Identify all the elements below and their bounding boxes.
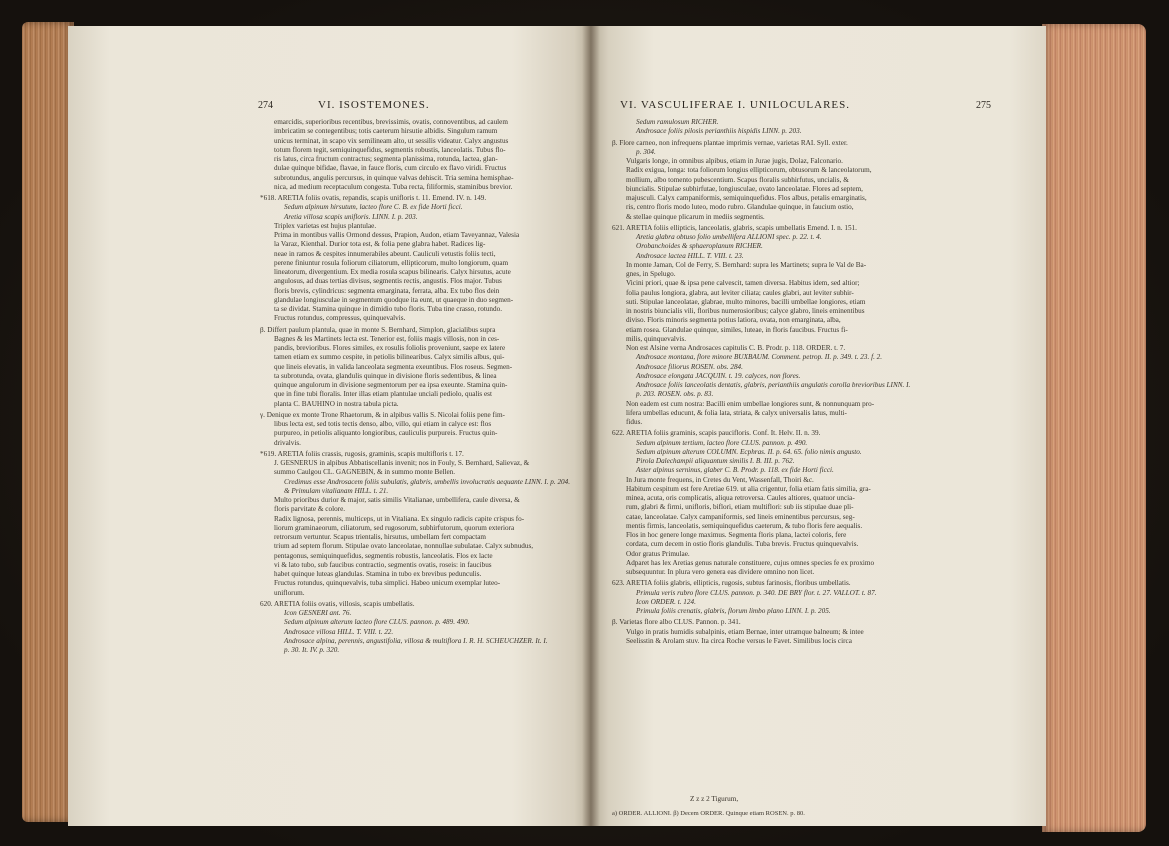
text-line: purpureo, in petiolis aliquanto longioribus, cauliculis purpureis. Fructus quin- bbox=[274, 429, 498, 438]
text-line: Androsace foliis lanceolatis dentatis, glabris, perianthiis angulatis corolla brevioribus LINN. I. bbox=[636, 381, 911, 389]
text-line: Non est Alsine verna Androsaces capitulis C. B. Prodr. p. 118. ORDER. t. 7. bbox=[626, 344, 846, 352]
text-line: emarcidis, superioribus recentibus, brevissimis, ovatis, connoventibus, ad caulem bbox=[274, 118, 508, 126]
text-line: Primula foliis crenatis, glabris, florum limbo plano LINN. I. p. 205. bbox=[636, 607, 831, 615]
text-line: summo Caulgou CL. GAGNEBIN, & in summo monte Bellen. bbox=[274, 468, 456, 477]
text-line: Fructus rotundus, quinquevalvis, tuba simplici. Habeo unicum exemplar luteo- bbox=[274, 579, 501, 588]
text-line: & stellae quinque plicarum in mediis segmentis. bbox=[626, 212, 765, 221]
text-line: folia paulus longiora, glabra, aut leviter ciliata; caules glabri, aut leviter subhir- bbox=[626, 288, 854, 297]
text-line: Non eadem est cum nostra: Bacilli enim umbellae longiores sunt, & nonnunquam pro- bbox=[626, 399, 875, 408]
text-line: Icon GESNERI ant. 76. bbox=[284, 609, 352, 617]
text-line: cordata, cum decem in ostio floris glandulis. Tuba brevis. Fructus quinquevalvis. bbox=[626, 540, 859, 549]
text-line: pandis, brevioribus. Flores similes, ex rosulis foliolis proveniunt, saepe ex latere bbox=[274, 344, 506, 352]
text-line: β. Flore carneo, non infrequens plantae imprimis vernae, varietas RAI. Syll. exter. bbox=[612, 138, 848, 147]
text-line: Androsace montana, flore minore BUXBAUM. Comment. petrop. II. p. 349. t. 23. f. 2. bbox=[636, 353, 883, 362]
text-line: rum, glabri & firmi, unifloris, biflori, etiam multiflori: sub iis stipulae duae pli- bbox=[626, 503, 854, 512]
text-line: Aretia glabra obtuso folio umbellifera ALLIONI spec. p. 22. t. 4. bbox=[636, 233, 822, 241]
text-line: γ. Denique ex monte Trone Rhaetorum, & in alpibus vallis S. Nicolai foliis pene fim- bbox=[260, 410, 505, 419]
text-line: floris parvitate & colore. bbox=[274, 505, 346, 514]
text-line: Seelisstin & Arolam stuv. Ita circa Roche versus le Favet. Similibus locis circa bbox=[626, 636, 852, 645]
text-line: la Varaz, Kienthal. Durior tota est, & folia pene glabra habet. Radices lig- bbox=[274, 240, 486, 249]
text-line: glandulae longiusculae in segmentum quodque ita eunt, ut quaeque in duo segmen- bbox=[274, 295, 514, 304]
book-fore-edge-left bbox=[22, 22, 74, 822]
text-line: ris latus, circa fructum contractus; segmenta planissima, rotunda, lactea, glan- bbox=[274, 155, 498, 163]
text-line: quinque angulorum in divisione segmentorum per ea ipsa exeunte. Stamina quin- bbox=[274, 381, 508, 389]
text-line: Credimus esse Androsacem foliis subulatis, glabris, umbellis involucratis aequante LINN. I. p. 204. bbox=[284, 477, 571, 486]
text-line: planta C. BAUHINO in nostra tabula picta. bbox=[274, 399, 399, 408]
text-line: ta se dividat. Stamina quinque in dimidio tubo floris. Tuba tine crasso, rotundo. bbox=[274, 305, 502, 313]
text-line: Bagnes & les Martinets lecta est. Tenerior est, foliis magis villosis, non in ces- bbox=[274, 334, 500, 343]
text-line: ta subrotunda, ovata, glandulis quinque in divisione floris sedentibus, & linea bbox=[274, 371, 497, 380]
text-line: Adparet has lex Aretias genus naturale constituere, cujus omnes species fe ex proximo bbox=[626, 558, 875, 567]
left-page-number: 274 bbox=[258, 100, 273, 111]
text-line: *619. ARETIA foliis crassis, rugosis, graminis, scapis multifloris t. 17. bbox=[260, 449, 464, 458]
text-line: etiam rosea. Glandulae quinque, similes, luteae, in floris faucibus. Fructus fi- bbox=[626, 325, 848, 334]
book-gutter bbox=[582, 26, 600, 826]
text-line: mollium, albo tomento pubescentium. Scapus floralis subhirfutus, uncialis, & bbox=[626, 175, 849, 184]
text-line: 621. ARETIA foliis ellipticis, lanceolatis, glabris, scapis umbellatis Emend. I. n. 151. bbox=[612, 223, 857, 232]
text-line: p. 30. It. IV. p. 320. bbox=[284, 646, 340, 654]
catchword: Z z z 2 Tigurum, bbox=[690, 795, 739, 803]
text-line: suti. Stipulae lanceolatae, glabrae, multo minores, bacilli umbellae longiores, etiam bbox=[626, 297, 866, 306]
right-page-number: 275 bbox=[976, 100, 991, 111]
text-line: Pirola Dalechampii aliquantum similis I. B. III. p. 762. bbox=[636, 457, 795, 465]
text-line: retrorsum vertuntur. Scapus trientalis, hirsutus, umbellam fert compactam bbox=[274, 533, 486, 541]
text-line: floris brevis, cylindricus: segmenta emarginata, ferrata, alba. Ex tubo flos dein bbox=[274, 286, 500, 295]
text-line: biuncialis. Stipulae subhirfutae, longiusculae, ovato lanceolatae. Flores ad septem, bbox=[626, 184, 863, 193]
text-line: in nostris biuncialis vili, floribus numerosioribus; calyce glabro, lineis eminentibus bbox=[626, 307, 865, 315]
text-line: Androsace foliis pilosis perianthiis hispidis LINN. p. 203. bbox=[636, 127, 802, 136]
text-line: Androsace filiorus ROSEN. obs. 284. bbox=[636, 362, 743, 371]
text-line: que lineis elevatis, in valida lanceolata segmenta exeuntibus. Flos roseus. Segmen- bbox=[274, 362, 513, 371]
text-line: *618. ARETIA foliis ovatis, repandis, scapis unifloris t. 11. Emend. IV. n. 149. bbox=[260, 194, 487, 202]
text-line: Androsace villosa HILL. T. VIII. t. 22. bbox=[284, 627, 394, 636]
text-line: Sedum alpinum hirsutum, lacteo flore C. B. ex fide Horti ficci. bbox=[284, 203, 463, 212]
text-line: neae in ramos & cespites innumerabiles abeunt. Cauliculi vetustis foliis tecti, bbox=[274, 249, 496, 258]
text-line: imbricatim se contegentibus; totis caeterum hirsutie albidis. Singulum ramum bbox=[274, 127, 498, 136]
right-page-body bbox=[612, 118, 1040, 790]
text-line: Radix exigua, longa: tota foliorum longius ellipticorum, obtusorum & lanceolatorum, bbox=[626, 166, 872, 175]
text-line: trium ad septem florum. Stipulae ovato lanceolatae, nonnullae subulatae. Calyx subnudus, bbox=[274, 542, 534, 551]
text-line: que in fine tubi floralis. Inter illas etiam plantulae unciali pediolo, qualis est bbox=[274, 390, 492, 399]
text-line: uniflorum. bbox=[274, 588, 305, 597]
text-line: minea, acuta, oris complicatis, aliqua retroversa. Caules altiores, quatuor uncia- bbox=[626, 494, 855, 502]
text-line: lineatorum, divergentium. Ex media rosula scapus bilinearis. Calyx hirsutus, acute bbox=[274, 268, 511, 276]
text-line: Triplex varietas est hujus plantulae. bbox=[274, 221, 377, 230]
text-line: Flos in hoc genere longe maximus. Segmenta floris plana, lactei coloris, fere bbox=[626, 531, 847, 539]
text-line: totum florem tegit, semiquinquefidus, segmentis robustis, lanceolatis. Tubus flo- bbox=[274, 145, 506, 154]
text-line: 622. ARETIA foliis graminis, scapis paucifloris. Conf. It. Helv. II. n. 39. bbox=[612, 429, 821, 438]
text-line: habet quinque luteas glandulas. Stamina in tubo ex brevibus pedunculis. bbox=[274, 570, 482, 578]
text-line: diviso. Floris minoris segmenta potius latiora, ovata, non emarginata, alba, bbox=[626, 316, 841, 325]
text-line: Sedum alpinum tertium, lacteo flore CLUS. pannon. p. 490. bbox=[636, 438, 808, 447]
text-line: Habitum cespitum est fere Aretiae 619. ut alia crigentur, folia etiam fatis similia, gra- bbox=[626, 484, 871, 493]
text-line: tamen etiam ex summo cespite, in petiolis bilinearibus. Calyx similis albus, qui- bbox=[274, 353, 505, 362]
right-page-header: VI. VASCULIFERAE I. UNILOCULARES. bbox=[620, 99, 850, 111]
text-line: Sedum alpinum alterum lacteo flore CLUS. pannon. p. 489. 490. bbox=[284, 618, 470, 627]
text-line: Aster alpinus serninus, glaber C. B. Prodr. p. 118. ex fide Horti ficci. bbox=[636, 466, 834, 475]
text-line: Fructus rotundus, compressus, quinquevalvis. bbox=[274, 314, 406, 323]
book-fore-edge-right bbox=[1042, 24, 1146, 832]
text-line: perene finiuntur rosula foliorum ciliatorum, ellipticorum, multo longiorum, quam bbox=[274, 258, 509, 267]
text-line: fidus. bbox=[626, 418, 643, 426]
text-line: libus lecta est, sed totis tectis denso, albo, villo, qui etiam in calyce est: flos bbox=[274, 420, 492, 428]
text-line: Androsace elongata JACQUIN. t. 19. calyces, non flores. bbox=[636, 371, 801, 380]
text-line: p. 304. bbox=[636, 147, 656, 156]
text-line: vi & lato tubo, sub faucibus contractio, segmentis ovatis, roseis: in faucibus bbox=[274, 560, 492, 569]
text-line: In monte Jaman, Col de Ferry, S. Bernhard: supra les Martinets; supra le Val de Ba- bbox=[626, 260, 867, 269]
text-line: Sedum alpinum alterum COLUMN. Ecphras. II. p. 64. 65. folio nimis angusto. bbox=[636, 447, 862, 456]
text-line: Primula veris rubro flore CLUS. pannon. p. 340. DE BRY flor. t. 27. VALLOT. t. 87. bbox=[636, 588, 877, 597]
text-line: Odor gratus Primulae. bbox=[626, 549, 690, 558]
text-line: Multo prioribus durior & major, satis similis Vitalianae, umbellifera, caule diversa, & bbox=[274, 496, 520, 504]
footnotes: a) ORDER. ALLIONI. β) Decem ORDER. Quinque etiam ROSEN. p. 80. bbox=[612, 810, 805, 817]
text-line: β. Varietas flore albo CLUS. Pannon. p. 341. bbox=[612, 618, 741, 627]
text-line: & Primulam vitalianam HILL. t. 21. bbox=[284, 486, 389, 495]
text-line: gnes, in Spelugo. bbox=[626, 270, 676, 278]
text-line: Sedum ramulosum RICHER. bbox=[636, 118, 719, 126]
text-line: Androsace alpina, perennis, angustifolia, villosa & multiflora I. R. H. SCHEUCHZER. It. I. bbox=[284, 636, 548, 645]
left-page-body bbox=[260, 118, 585, 783]
text-line: angulosus, ad duas tertias divisus, segmentis rectis, angustis. Flos major. Tubus bbox=[274, 277, 502, 286]
text-line: milis, quinquevalvis. bbox=[626, 334, 687, 343]
text-line: lifera umbellas educunt, & folia lata, striata, & calyx universalis latus, multi- bbox=[626, 408, 847, 417]
text-line: β. Differt paulum plantula, quae in monte S. Bernhard, Simplon, glacialibus supra bbox=[260, 325, 496, 334]
text-line: Vulgaris longe, in omnibus alpibus, etiam in Jurae jugis, Dolaz, Falconario. bbox=[626, 157, 843, 165]
text-line: Radix lignosa, perennis, multiceps, ut in Vitaliana. Ex singulo radicis capite crispus fo- bbox=[274, 514, 525, 523]
left-page bbox=[68, 26, 590, 826]
text-line: p. 203. ROSEN. obs. p. 83. bbox=[636, 390, 714, 399]
text-line: Orobanchoides & sphaeroplanum RICHER. bbox=[636, 242, 763, 251]
text-line: catae, lanceolatae. Calyx campaniformis, sed lineis eminentibus percursus, seg- bbox=[626, 512, 855, 521]
text-line: subsequuntur. In plura vero genera eas dividere omnino non licet. bbox=[626, 568, 815, 576]
text-line: nica, ad medium receptaculum congesta. Tuba recta, filiformis, staminibus brevior. bbox=[274, 182, 513, 191]
text-line: ris, centro floris modo luteo, modo rubro. Glandulae quinque, in faucium ostio, bbox=[626, 203, 854, 212]
text-line: unicus terminat, in scapo vix semilineam alto, ut sessilis videatur. Calyx angustus bbox=[274, 136, 509, 145]
text-line: drivalvis. bbox=[274, 438, 301, 447]
text-line: Androsace lactea HILL. T. VIII. t. 23. bbox=[636, 251, 744, 260]
text-line: Vulgo in pratis humidis subalpinis, etiam Bernae, inter utramque balneum; & intee bbox=[626, 627, 864, 636]
left-page-header: VI. ISOSTEMONES. bbox=[318, 99, 430, 111]
text-line: Vicini priori, quae & ipsa pene calvescit, tamen diversa. Habitus idem, sed altior; bbox=[626, 279, 860, 288]
text-line: liorum graminaeorum, ciliatorum, sed rugosorum, subhirfutorum, quorum exteriora bbox=[274, 523, 515, 532]
text-line: Icon ORDER. t. 124. bbox=[636, 597, 696, 606]
text-line: J. GESNERUS in alpibus Abbatiscellanis invenit; nos in Fouly, S. Bernhard, Salievaz, & bbox=[274, 459, 530, 467]
right-page bbox=[590, 26, 1046, 826]
text-line: Aretia villosa scapis unifloris. LINN. I. p. 203. bbox=[284, 212, 418, 221]
text-line: 620. ARETIA foliis ovatis, villosis, scapis umbellatis. bbox=[260, 599, 415, 608]
text-line: Prima in montibus vallis Ormond dessus, Prapion, Audon, etiam Taveyannaz, Valesia bbox=[274, 231, 520, 239]
text-line: mentis firmis, lanceolatis, semiquinquefidus caeterum, & tubo floris fere aequalis. bbox=[626, 521, 863, 530]
text-line: 623. ARETIA foliis glabris, ellipticis, rugosis, subtus farinosis, floribus umbellatis. bbox=[612, 579, 851, 588]
text-line: In Jura monte frequens, in Cretes du Vent, Wassenfall, Thoiri &c. bbox=[626, 475, 814, 484]
text-line: majusculi. Calyx campaniformis, semiquinquefidus. Flos albus, petalis emarginatis, bbox=[626, 194, 867, 202]
text-line: dulae quinque bifidae, flavae, in fauce floris, cum circulo ex flavo viridi. Fructus bbox=[274, 164, 507, 173]
text-line: subrotundus, angulis percursus, in quinque valvas dehiscit. Tria semina hemisphae- bbox=[274, 173, 514, 182]
text-line: pentagonus, semiquinquefidus, segmentis robustis, lanceolatis. Flos ex lacte bbox=[274, 551, 493, 560]
